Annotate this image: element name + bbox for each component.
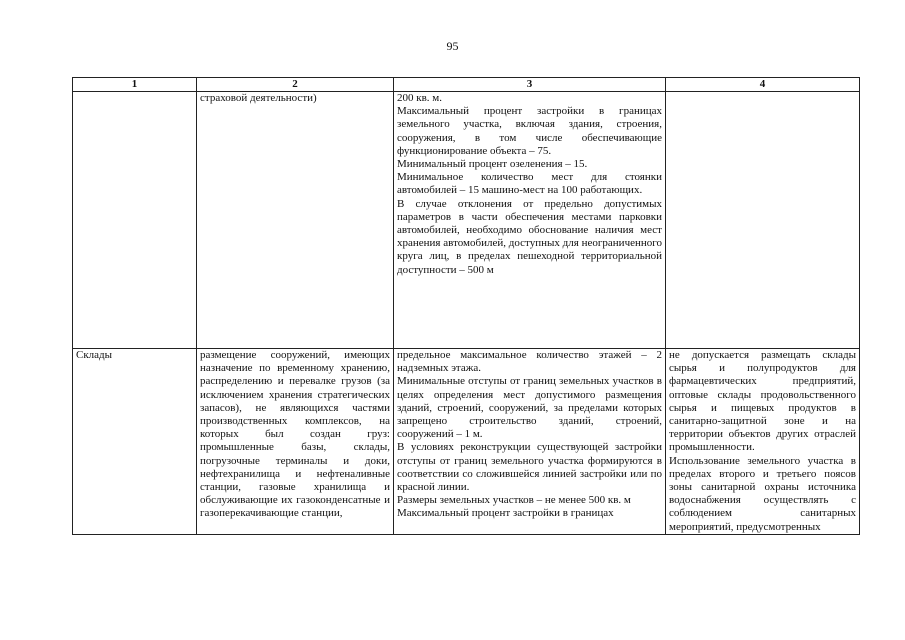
regulations-table	[72, 77, 860, 535]
row-2-col-3-para-3: В условиях реконструкции существующей застройки отступы от границ земельного участка формируются в соответствии со сложившейся линией застройки или по красной линии.	[397, 441, 662, 494]
row-2-col-4-para-2: Использование земельного участка в пределах второго и третьего поясов зоны санитарной охраны источника водоснабжения осуществлять с соблюдением санитарных мероприятий, предусмотренных	[669, 454, 856, 533]
table-header-row	[73, 78, 860, 92]
row-2-use-name: Склады	[76, 349, 113, 361]
header-col-4: 4	[666, 78, 860, 92]
row-2-col-3-para-5: Максимальный процент застройки в границах	[397, 507, 614, 520]
header-col-2: 2	[197, 78, 394, 92]
row-1-col-3-para-3: Минимальный процент озеленения – 15.	[397, 158, 588, 171]
row-1-col-2	[197, 92, 394, 349]
row-2-col-3-para-4: Размеры земельных участков – не менее 500 кв. м	[397, 494, 631, 507]
row-1-col-3	[394, 92, 666, 349]
page-number: 95	[446, 39, 459, 53]
row-2-col-3-para-1: предельное максимальное количество этажей – 2 надземных этажа.	[397, 349, 662, 375]
row-2-col-4	[666, 349, 860, 535]
table-row	[73, 349, 860, 535]
row-2-col-2-text: размещение сооружений, имеющих назначение по временному хранению, распределению и перевалке грузов (за исключением хранения стратегических запасов), не являющихся частями производственных комплексов, на которых был создан груз: промышленные базы, склады, погрузочные терминалы и доки, нефтехранилища и нефтеналивные станции, газовые хранилища и обслуживающие их газоконденсатные и газоперекачивающие станции,	[200, 349, 390, 520]
table-row	[73, 92, 860, 349]
row-1-col-4	[666, 92, 860, 349]
row-1-col-3-para-5: В случае отклонения от предельно допустимых параметров в части обеспечения местами парковки автомобилей, необходимо обоснование наличия мест хранения автомобилей, доступных для неограниченного круга лиц, в пределах пешеходной территориальной доступности – 500 м	[397, 197, 662, 276]
row-1-col-2-text: страховой деятельности)	[200, 92, 317, 104]
header-col-3: 3	[394, 78, 666, 92]
row-2-col-2	[197, 349, 394, 535]
row-1-col-3-para-1: 200 кв. м.	[397, 92, 442, 104]
row-2-col-4-para-1: не допускается размещать склады сырья и полупродуктов для фармацевтических предприятий, оптовые склады продовольственного сырья и пищевых продуктов в санитарно-защитной зоне и на территории объектов других отраслей промышленности.	[669, 349, 856, 454]
row-1-col-1	[73, 92, 197, 349]
row-1-col-3-para-2: Максимальный процент застройки в границах земельного участка, включая здания, строения, сооружения, в том числе обеспечивающие функционирование объекта – 75.	[397, 105, 662, 157]
row-2-col-3	[394, 349, 666, 535]
row-2-col-3-para-2: Минимальные отступы от границ земельных участков в целях определения мест допустимого размещения зданий, строений, сооружений, за пределами которых запрещено строительство зданий, строений, сооружений – 1 м.	[397, 375, 662, 441]
row-2-col-1	[73, 349, 197, 535]
header-col-1: 1	[73, 78, 197, 92]
row-1-col-3-para-4: Минимальное количество мест для стоянки автомобилей – 15 машино-мест на 100 работающих.	[397, 171, 662, 197]
